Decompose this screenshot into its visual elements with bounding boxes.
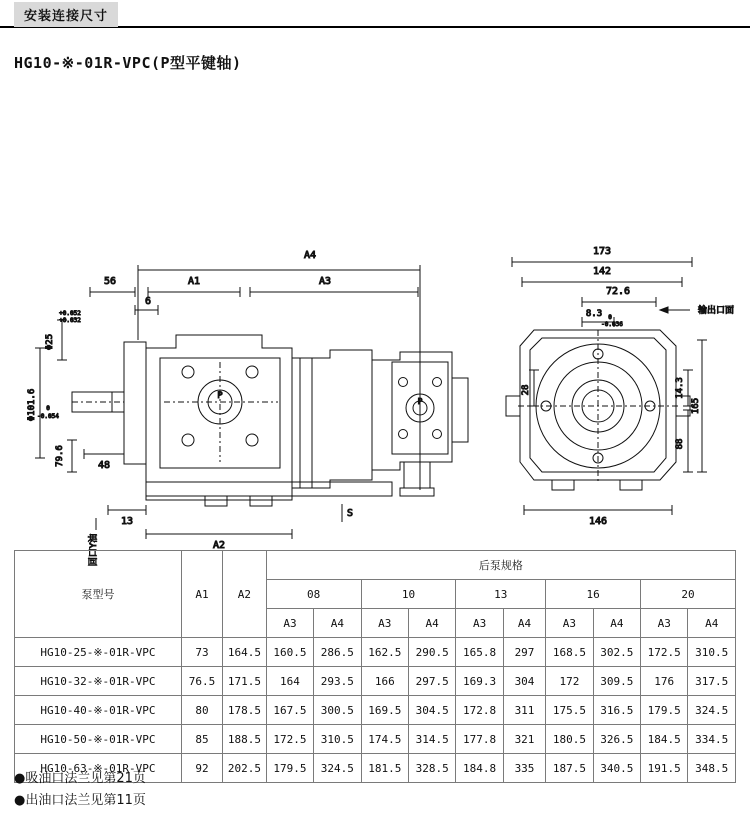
cell-value: 314.5 xyxy=(408,725,455,754)
cell-value: 309.5 xyxy=(593,667,640,696)
cell-value: 164 xyxy=(266,667,313,696)
header-group-10: 10 xyxy=(361,580,456,609)
header-a1: A1 xyxy=(181,551,222,638)
svg-text:146: 146 xyxy=(588,516,608,527)
cell-a1: 85 xyxy=(181,725,222,754)
table-row xyxy=(15,696,736,725)
cell-a2: 188.5 xyxy=(223,725,267,754)
cell-value: 177.8 xyxy=(456,725,503,754)
cell-value: 290.5 xyxy=(408,638,455,667)
cell-model: HG10-63-※-01R-VPC xyxy=(15,754,182,783)
cell-a1: 92 xyxy=(181,754,222,783)
cell-value: 297.5 xyxy=(408,667,455,696)
cell-model: HG10-25-※-01R-VPC xyxy=(15,638,182,667)
header-10-a4: A4 xyxy=(408,609,455,638)
cell-value: 297 xyxy=(503,638,545,667)
header-group-08: 08 xyxy=(266,580,361,609)
cell-a1: 76.5 xyxy=(181,667,222,696)
cell-value: 348.5 xyxy=(688,754,736,783)
cell-value: 324.5 xyxy=(314,754,361,783)
svg-text:+0.052: +0.052 xyxy=(59,310,81,317)
cell-a1: 73 xyxy=(181,638,222,667)
cell-value: 180.5 xyxy=(546,725,593,754)
svg-text:0: 0 xyxy=(608,314,612,321)
svg-text:8.3: 8.3 xyxy=(585,309,603,319)
cell-value: 168.5 xyxy=(546,638,593,667)
cell-value: 187.5 xyxy=(546,754,593,783)
cell-model: HG10-40-※-01R-VPC xyxy=(15,696,182,725)
cell-value: 310.5 xyxy=(688,638,736,667)
svg-text:56: 56 xyxy=(103,276,117,287)
cell-value: 304.5 xyxy=(408,696,455,725)
cell-value: 166 xyxy=(361,667,408,696)
cell-value: 340.5 xyxy=(593,754,640,783)
svg-text:A1: A1 xyxy=(187,276,201,287)
svg-text:88: 88 xyxy=(675,438,685,450)
table-row xyxy=(15,667,736,696)
spec-table xyxy=(14,550,736,783)
svg-text:48: 48 xyxy=(97,460,111,471)
cell-value: 172.5 xyxy=(266,725,313,754)
svg-text:6: 6 xyxy=(144,296,152,307)
cell-value: 176 xyxy=(641,667,688,696)
cell-a2: 178.5 xyxy=(223,696,267,725)
cell-value: 172 xyxy=(546,667,593,696)
page-section-title: 安装连接尺寸 xyxy=(14,2,118,27)
cell-a2: 171.5 xyxy=(223,667,267,696)
svg-text:28: 28 xyxy=(521,384,531,396)
footnote-inlet-flange: ●吸油口法兰见第21页 xyxy=(14,771,146,786)
header-13-a3: A3 xyxy=(456,609,503,638)
svg-text:+0.032: +0.032 xyxy=(59,317,81,324)
svg-text:0: 0 xyxy=(46,405,50,412)
cell-value: 169.5 xyxy=(361,696,408,725)
cell-model: HG10-32-※-01R-VPC xyxy=(15,667,182,696)
cell-value: 179.5 xyxy=(641,696,688,725)
cell-value: 172.5 xyxy=(641,638,688,667)
svg-text:P: P xyxy=(417,397,423,406)
header-group-16: 16 xyxy=(546,580,641,609)
cell-value: 317.5 xyxy=(688,667,736,696)
cell-a1: 80 xyxy=(181,696,222,725)
svg-text:Φ25: Φ25 xyxy=(45,333,55,351)
header-model: 泵型号 xyxy=(15,551,182,638)
header-10-a3: A3 xyxy=(361,609,408,638)
cell-value: 191.5 xyxy=(641,754,688,783)
table-row xyxy=(15,725,736,754)
table-row xyxy=(15,638,736,667)
svg-text:A2: A2 xyxy=(212,540,226,551)
cell-value: 302.5 xyxy=(593,638,640,667)
header-group-13: 13 xyxy=(456,580,546,609)
svg-text:173: 173 xyxy=(592,246,612,257)
header-08-a4: A4 xyxy=(314,609,361,638)
cell-value: 321 xyxy=(503,725,545,754)
svg-text:S: S xyxy=(346,508,354,519)
cell-value: 179.5 xyxy=(266,754,313,783)
header-bar xyxy=(0,0,750,28)
cell-value: 335 xyxy=(503,754,545,783)
header-group-rear-pump: 后泵规格 xyxy=(266,551,735,580)
model-title: HG10-※-01R-VPC(P型平键轴) xyxy=(14,54,242,72)
cell-value: 160.5 xyxy=(266,638,313,667)
svg-text:P: P xyxy=(217,391,223,401)
cell-value: 174.5 xyxy=(361,725,408,754)
footnote-outlet-flange: ●出油口法兰见第11页 xyxy=(14,793,146,808)
cell-value: 293.5 xyxy=(314,667,361,696)
cell-value: 181.5 xyxy=(361,754,408,783)
cell-value: 316.5 xyxy=(593,696,640,725)
cell-value: 172.8 xyxy=(456,696,503,725)
svg-text:输出口面: 输出口面 xyxy=(697,306,735,316)
svg-text:A3: A3 xyxy=(318,276,332,287)
header-16-a3: A3 xyxy=(546,609,593,638)
header-13-a4: A4 xyxy=(503,609,545,638)
cell-value: 165.8 xyxy=(456,638,503,667)
svg-text:-0.054: -0.054 xyxy=(37,413,59,420)
svg-text:165: 165 xyxy=(691,397,701,415)
cell-a2: 164.5 xyxy=(223,638,267,667)
header-group-20: 20 xyxy=(641,580,736,609)
cell-value: 167.5 xyxy=(266,696,313,725)
cell-value: 175.5 xyxy=(546,696,593,725)
header-20-a4: A4 xyxy=(688,609,736,638)
cell-value: 184.8 xyxy=(456,754,503,783)
svg-text:13: 13 xyxy=(120,516,134,527)
header-08-a3: A3 xyxy=(266,609,313,638)
cell-value: 324.5 xyxy=(688,696,736,725)
cell-value: 328.5 xyxy=(408,754,455,783)
footnotes xyxy=(14,768,146,812)
header-20-a3: A3 xyxy=(641,609,688,638)
header-16-a4: A4 xyxy=(593,609,640,638)
cell-value: 334.5 xyxy=(688,725,736,754)
spec-table-wrap xyxy=(14,550,736,783)
header-a2: A2 xyxy=(223,551,267,638)
cell-value: 326.5 xyxy=(593,725,640,754)
cell-value: 310.5 xyxy=(314,725,361,754)
cell-value: 300.5 xyxy=(314,696,361,725)
svg-text:79.6: 79.6 xyxy=(55,445,65,467)
cell-value: 304 xyxy=(503,667,545,696)
cell-value: 286.5 xyxy=(314,638,361,667)
cell-value: 311 xyxy=(503,696,545,725)
svg-text:-0.036: -0.036 xyxy=(601,321,623,328)
cell-value: 169.3 xyxy=(456,667,503,696)
cell-value: 184.5 xyxy=(641,725,688,754)
table-header-row-1 xyxy=(15,551,736,580)
svg-text:Φ101.6: Φ101.6 xyxy=(27,388,37,422)
svg-text:14.3: 14.3 xyxy=(675,377,685,399)
cell-value: 162.5 xyxy=(361,638,408,667)
svg-text:142: 142 xyxy=(592,266,612,277)
svg-text:A4: A4 xyxy=(303,250,317,261)
svg-text:72.6: 72.6 xyxy=(605,286,631,297)
cell-model: HG10-50-※-01R-VPC xyxy=(15,725,182,754)
cell-a2: 202.5 xyxy=(223,754,267,783)
svg-text:回口Y油: 回口Y油 xyxy=(89,533,99,567)
